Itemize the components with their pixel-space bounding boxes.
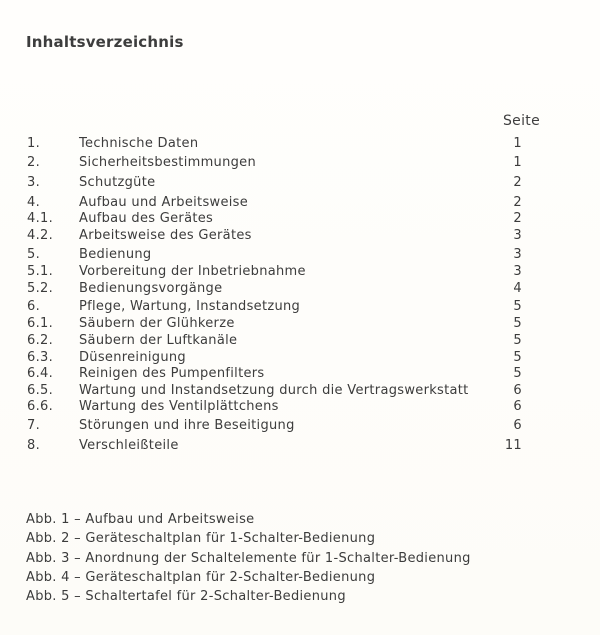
toc-title: Düsenreinigung xyxy=(79,350,186,365)
toc-title: Technische Daten xyxy=(79,136,199,151)
toc-number: 4.2. xyxy=(27,228,54,243)
toc-page-number: 5 xyxy=(513,350,522,365)
toc-row xyxy=(0,135,600,152)
toc-number: 3. xyxy=(27,175,41,190)
figure-list-item: Abb. 2 – Geräteschaltplan für 1-Schalter-Bedienung xyxy=(26,531,376,546)
toc-page-number: 11 xyxy=(504,438,522,453)
toc-page-number: 3 xyxy=(513,247,522,262)
toc-row xyxy=(0,280,600,297)
toc-number: 8. xyxy=(27,438,41,453)
toc-number: 6.1. xyxy=(27,316,54,331)
toc-page-number: 6 xyxy=(513,418,522,433)
toc-title: Schutzgüte xyxy=(79,175,156,190)
page-column-header: Seite xyxy=(503,113,540,129)
toc-page-number: 3 xyxy=(513,264,522,279)
toc-number: 4.1. xyxy=(27,211,54,226)
toc-row xyxy=(0,174,600,191)
toc-title: Bedienungsvorgänge xyxy=(79,281,223,296)
toc-page-number: 2 xyxy=(513,211,522,226)
toc-row xyxy=(0,154,600,171)
figure-list-item: Abb. 1 – Aufbau und Arbeitsweise xyxy=(26,512,255,527)
toc-page-number: 1 xyxy=(513,155,522,170)
toc-number: 6.6. xyxy=(27,399,54,414)
toc-title: Sicherheitsbestimmungen xyxy=(79,155,257,170)
toc-row xyxy=(0,382,600,399)
toc-number: 1. xyxy=(27,136,41,151)
toc-row xyxy=(0,298,600,315)
toc-number: 4. xyxy=(27,195,41,210)
toc-title: Aufbau und Arbeitsweise xyxy=(79,195,249,210)
toc-row xyxy=(0,246,600,263)
toc-row xyxy=(0,437,600,454)
toc-page-number: 5 xyxy=(513,316,522,331)
toc-title: Säubern der Luftkanäle xyxy=(79,333,238,348)
toc-number: 6.2. xyxy=(27,333,54,348)
figure-list-item: Abb. 5 – Schaltertafel für 2-Schalter-Bedienung xyxy=(26,589,346,604)
toc-number: 5.1. xyxy=(27,264,54,279)
toc-row xyxy=(0,263,600,280)
toc-number: 5. xyxy=(27,247,41,262)
toc-row xyxy=(0,227,600,244)
toc-number: 6. xyxy=(27,299,41,314)
toc-page-number: 5 xyxy=(513,366,522,381)
toc-row xyxy=(0,194,600,211)
toc-page-number: 1 xyxy=(513,136,522,151)
toc-title: Säubern der Glühkerze xyxy=(79,316,235,331)
toc-title: Vorbereitung der Inbetriebnahme xyxy=(79,264,306,279)
toc-number: 7. xyxy=(27,418,41,433)
figure-list-item: Abb. 4 – Geräteschaltplan für 2-Schalter-Bedienung xyxy=(26,570,376,585)
toc-row xyxy=(0,398,600,415)
toc-page-number: 2 xyxy=(513,195,522,210)
page-title: Inhaltsverzeichnis xyxy=(26,33,184,51)
toc-title: Verschleißteile xyxy=(79,438,179,453)
toc-title: Reinigen des Pumpenfilters xyxy=(79,366,265,381)
toc-row xyxy=(0,349,600,366)
toc-row xyxy=(0,210,600,227)
toc-page-number: 6 xyxy=(513,399,522,414)
toc-page-number: 3 xyxy=(513,228,522,243)
toc-number: 6.4. xyxy=(27,366,54,381)
toc-number: 6.5. xyxy=(27,383,54,398)
toc-row xyxy=(0,365,600,382)
toc-title: Bedienung xyxy=(79,247,152,262)
toc-row xyxy=(0,332,600,349)
toc-page-number: 6 xyxy=(513,383,522,398)
toc-title: Störungen und ihre Beseitigung xyxy=(79,418,295,433)
toc-title: Wartung und Instandsetzung durch die Vertragswerkstatt xyxy=(79,383,469,398)
figure-list-item: Abb. 3 – Anordnung der Schaltelemente für 1-Schalter-Bedienung xyxy=(26,551,471,566)
toc-number: 5.2. xyxy=(27,281,54,296)
toc-title: Wartung des Ventilplättchens xyxy=(79,399,279,414)
toc-page-number: 4 xyxy=(513,281,522,296)
toc-page-number: 2 xyxy=(513,175,522,190)
toc-title: Pflege, Wartung, Instandsetzung xyxy=(79,299,301,314)
toc-number: 6.3. xyxy=(27,350,54,365)
toc-title: Aufbau des Gerätes xyxy=(79,211,214,226)
toc-title: Arbeitsweise des Gerätes xyxy=(79,228,252,243)
toc-page-number: 5 xyxy=(513,299,522,314)
toc-row xyxy=(0,417,600,434)
toc-page-number: 5 xyxy=(513,333,522,348)
toc-number: 2. xyxy=(27,155,41,170)
toc-row xyxy=(0,315,600,332)
